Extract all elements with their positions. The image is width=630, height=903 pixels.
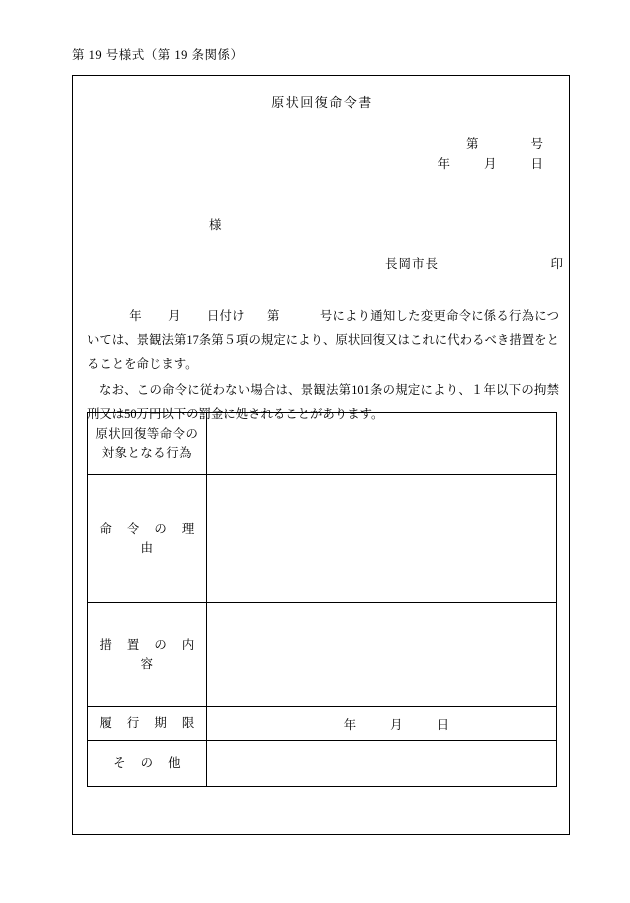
deadline-month: 月 — [390, 717, 403, 732]
row-label-measures-text: 措 置 の 内 容 — [99, 637, 201, 671]
deadline-date-fields — [207, 715, 556, 733]
seal-mark: 印 — [550, 257, 563, 271]
table-row — [88, 475, 557, 603]
document-frame — [72, 75, 570, 835]
body-month: 月 — [167, 309, 181, 323]
row-label-measures — [88, 603, 207, 707]
date-month: 月 — [483, 157, 497, 171]
document-date-row — [73, 154, 571, 174]
table-row — [88, 707, 557, 741]
form-table — [87, 412, 557, 787]
deadline-year: 年 — [343, 717, 357, 732]
row-value-measures[interactable] — [206, 603, 556, 707]
body-year: 年 — [129, 309, 142, 323]
form-number: 第 19 号様式（第 19 条関係） — [72, 48, 244, 62]
body-number-rest: 号により通知した変更命令に係る行為については、景観法第17条第５項の規定により、原状回復又はこれに代わるべき措置をとることを命じます。 — [87, 309, 560, 371]
body-paragraph-2: なお、この命令に従わない場合は、景観法第101条の規定により、１年以下の拘禁刑又は50万円以下の罰金に処されることがあります。 — [87, 383, 559, 421]
row-value-other[interactable] — [206, 741, 556, 787]
row-label-line1: 原状回復等命令の — [95, 426, 199, 441]
body-text — [87, 304, 559, 426]
row-label-other-text: そ の 他 — [113, 756, 187, 770]
body-number-label: 第 — [266, 309, 280, 323]
addressee-honorific: 様 — [209, 218, 222, 232]
number-label: 第 — [465, 137, 479, 151]
body-day: 日付け — [206, 309, 245, 323]
row-label-line2: 対象となる行為 — [101, 445, 192, 460]
document-number-row — [73, 134, 571, 154]
row-value-deadline[interactable] — [206, 707, 556, 741]
issuer-name: 長岡市長 — [385, 257, 440, 271]
row-value-target-act[interactable] — [206, 413, 556, 475]
row-label-target-act — [88, 413, 207, 475]
row-label-reason — [88, 475, 207, 603]
date-year: 年 — [437, 157, 450, 171]
row-label-deadline — [88, 707, 207, 741]
number-suffix: 号 — [530, 137, 543, 151]
row-label-other — [88, 741, 207, 787]
table-row — [88, 413, 557, 475]
deadline-day: 日 — [436, 717, 449, 732]
document-number-block — [73, 134, 571, 174]
row-label-reason-text: 命 令 の 理 由 — [99, 521, 201, 555]
date-day: 日 — [530, 157, 543, 171]
document-title: 原状回復命令書 — [271, 95, 373, 110]
body-paragraph-1 — [87, 304, 559, 376]
table-row — [88, 603, 557, 707]
row-label-deadline-text: 履 行 期 限 — [99, 716, 201, 730]
document-inner — [73, 76, 571, 836]
table-row — [88, 741, 557, 787]
row-value-reason[interactable] — [206, 475, 556, 603]
